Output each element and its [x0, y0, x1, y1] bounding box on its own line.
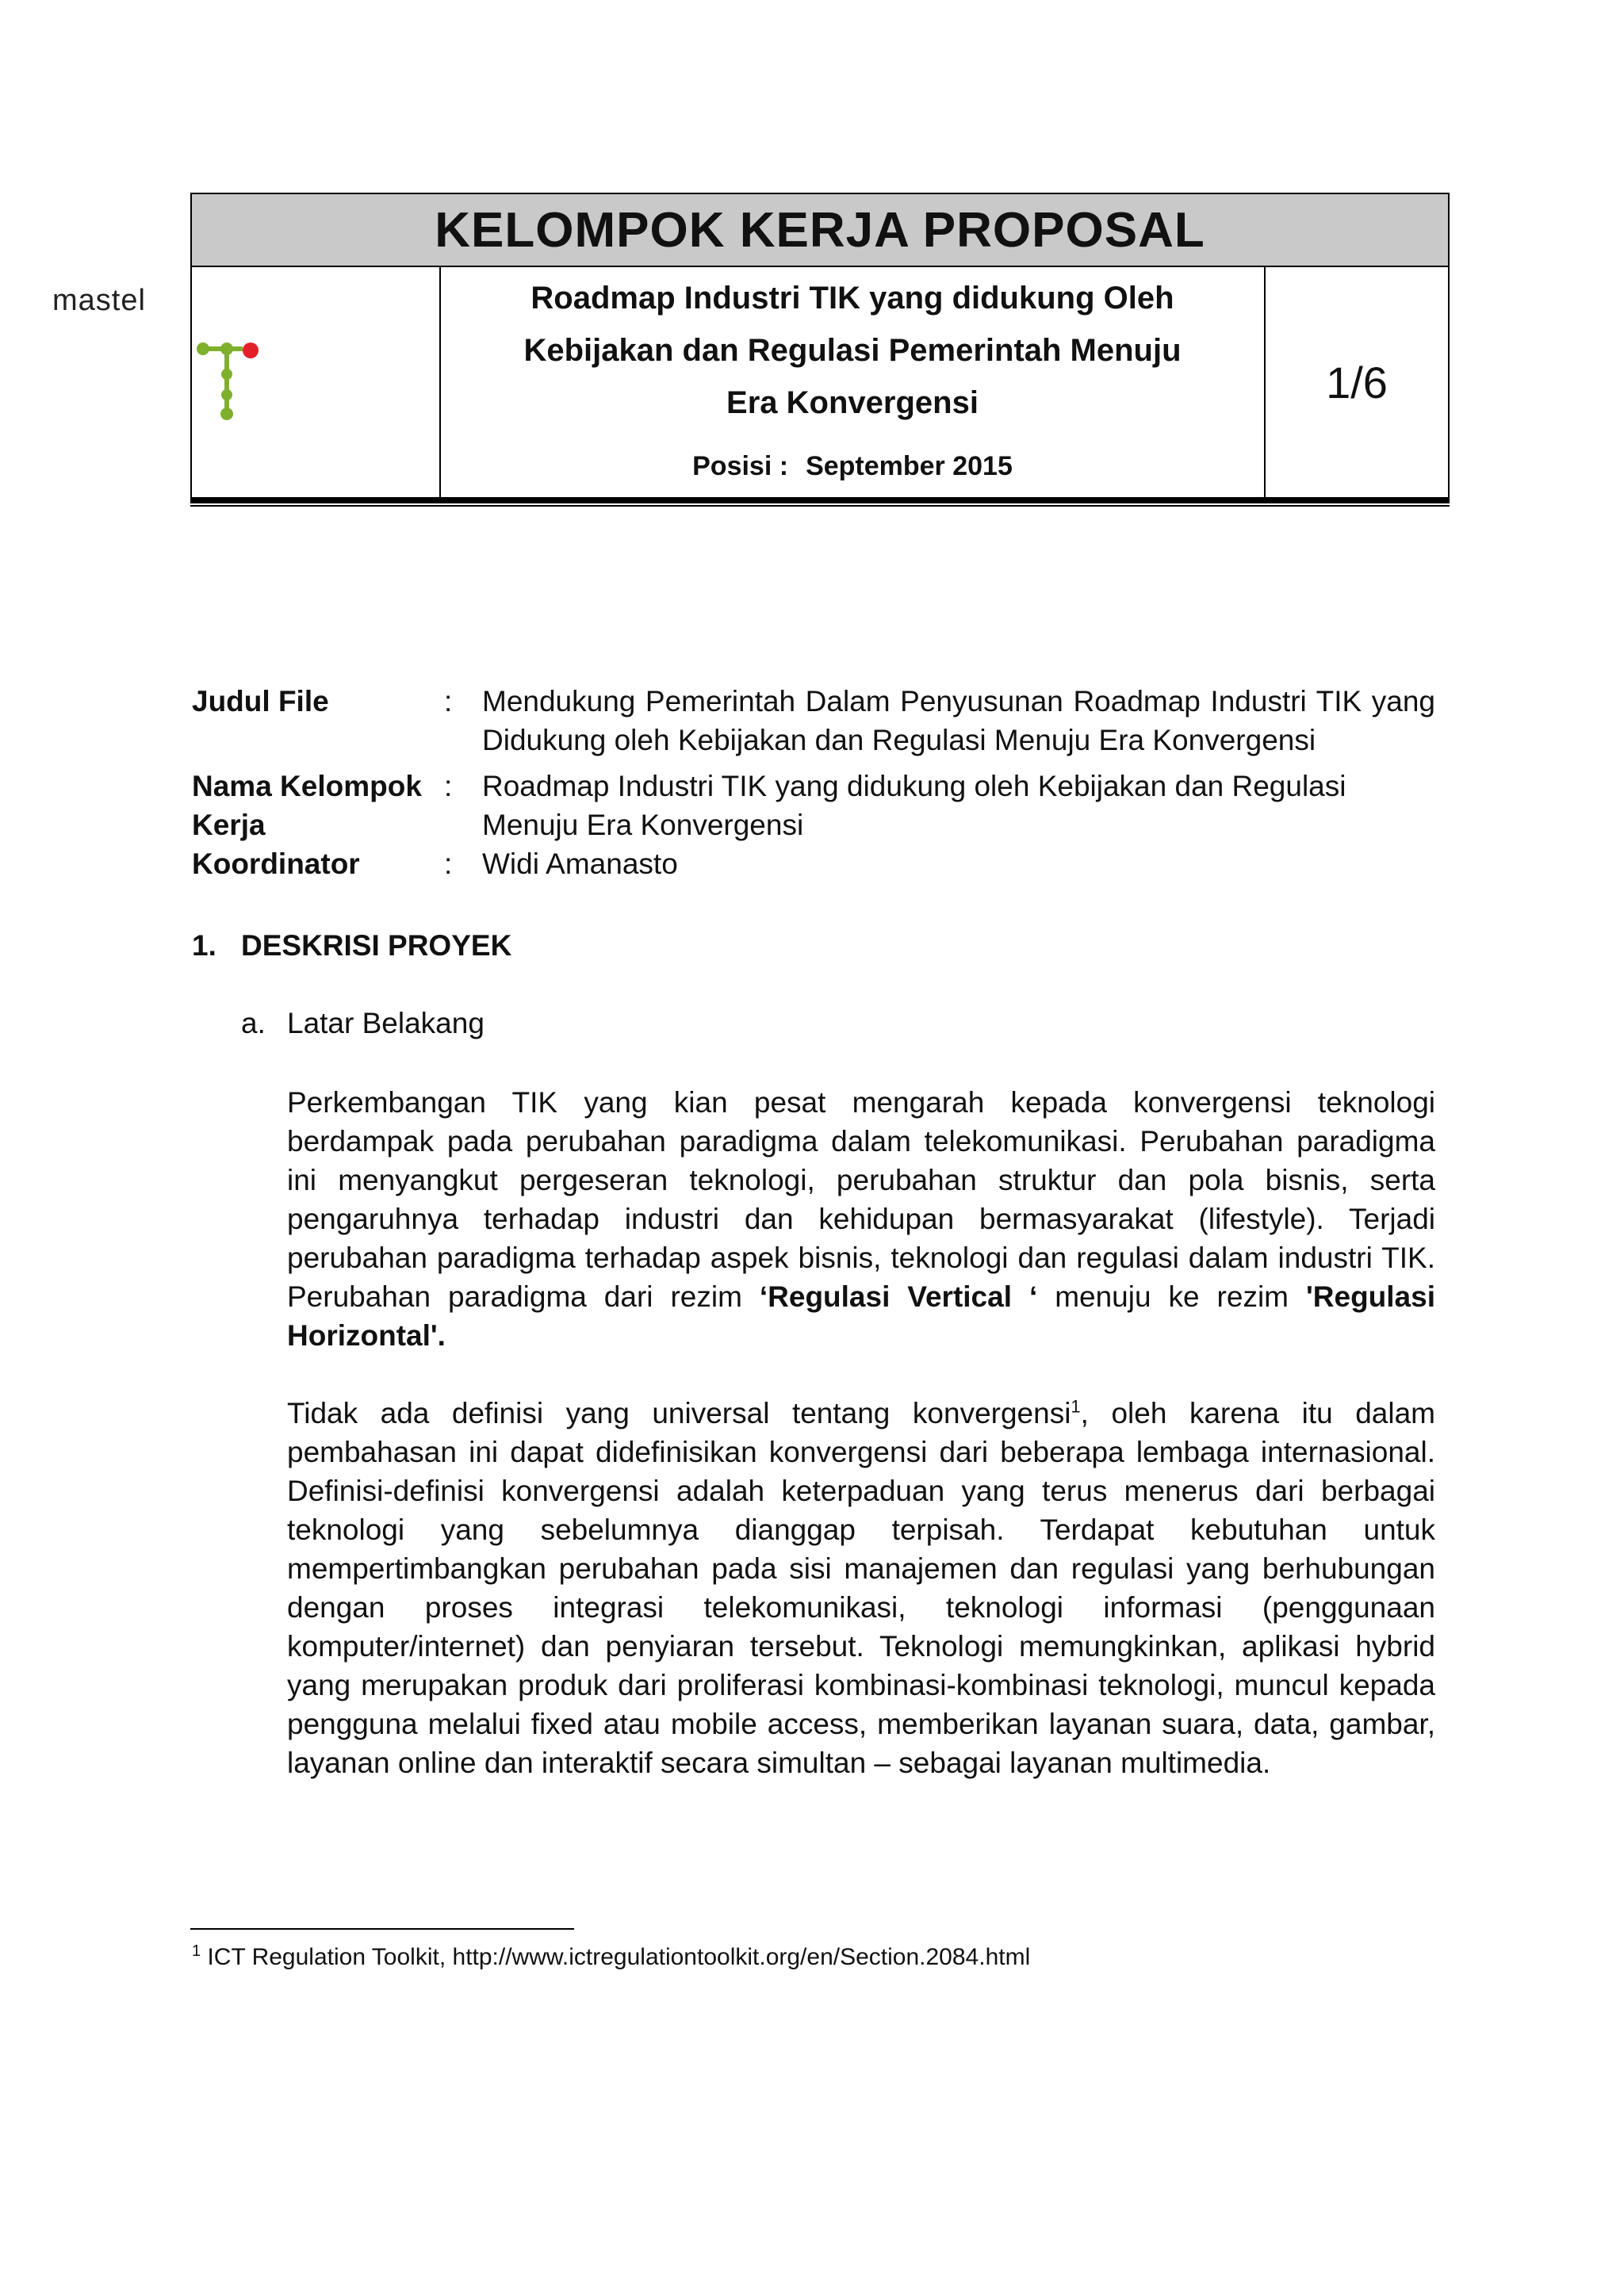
header-rule-thin [190, 505, 1450, 507]
paragraph-2-text-a: Tidak ada definisi yang universal tentang konvergensi [287, 1397, 1071, 1429]
subsection-heading [241, 1007, 485, 1040]
page-indicator: 1/6 [1326, 357, 1388, 408]
logo-text: mastel [52, 284, 146, 317]
document-title: KELOMPOK KERJA PROPOSAL [192, 194, 1448, 267]
section-number: 1. [192, 929, 216, 962]
paragraph-1-text: Perkembangan TIK yang kian pesat mengarah kepada konvergensi teknologi berdampak pada perubahan paradigma dalam telekomunikasi. Perubahan paradigma ini menyangkut pergeseran teknologi, perubahan struktur dan pola bisnis, serta pengaruhnya terhadap industri dan kehidupan bermasyarakat (lifestyle). Terjadi perubahan paradigma terhadap aspek bisnis, teknologi dan regulasi dalam industri TIK. Perubahan paradigma dari rezim [287, 1086, 1435, 1313]
meta-value-kelompok: Roadmap Industri TIK yang didukung oleh Kebijakan dan Regulasi Menuju Era Konvergensi [482, 770, 1346, 841]
footnote-separator [190, 1928, 574, 1930]
subtitle-line-3: Era Konvergensi [726, 385, 979, 420]
header-subtitle [441, 272, 1264, 429]
meta-label-judul: Judul File [192, 685, 329, 718]
paragraph-1-bold-vertical: ‘Regulasi Vertical ‘ [759, 1280, 1038, 1313]
meta-colon: : [444, 685, 453, 718]
subsection-title: Latar Belakang [287, 1007, 485, 1039]
position-value: September 2015 [806, 451, 1013, 481]
subsection-number: a. [241, 1007, 266, 1039]
footnote-reference[interactable]: 1 [1071, 1396, 1081, 1417]
footnote-mark: 1 [192, 1942, 201, 1960]
paragraph-2-text-b: , oleh karena itu dalam pembahasan ini dapat didefinisikan konvergensi dari beberapa lembaga internasional. Definisi-definisi konvergensi adalah keterpaduan yang terus menerus dari berbagai teknologi yang sebelumnya dianggap terpisah. Terdapat kebutuhan untuk mempertimbangkan perubahan pada sisi manajemen dan regulasi yang berhubungan dengan proses integrasi telekomunikasi, teknologi informasi (penggunaan komputer/internet) dan penyiaran tersebut. Teknologi memungkinkan, aplikasi hybrid yang merupakan produk dari proliferasi kombinasi-kombinasi teknologi, muncul kepada pengguna melalui fixed atau mobile access, memberikan layanan suara, data, gambar, layanan online dan interaktif secara simultan – sebagai layanan multimedia. [287, 1397, 1435, 1779]
meta-label-koordinator: Koordinator [192, 848, 360, 880]
meta-colon: : [444, 848, 453, 880]
footnote-text[interactable]: ICT Regulation Toolkit, http://www.ictregulationtoolkit.org/en/Section.2084.html [201, 1944, 1031, 1970]
header-rule-thick [190, 499, 1450, 503]
meta-label-kelompok: Nama Kelompok Kerja [192, 770, 422, 841]
paragraph-1 [287, 1083, 1435, 1355]
meta-colon: : [444, 770, 453, 802]
section-heading [192, 929, 511, 962]
position-label: Posisi : [692, 451, 789, 481]
paragraph-2 [287, 1394, 1435, 1782]
meta-value-judul: Mendukung Pemerintah Dalam Penyusunan Roadmap Industri TIK yang Didukung oleh Kebijakan dan Regulasi Menuju Era Konvergensi [482, 685, 1435, 756]
section-title: DESKRISI PROYEK [241, 929, 512, 962]
paragraph-1-bold-horizontal: 'Regulasi Horizontal'. [287, 1280, 1435, 1352]
paragraph-1-mid: menuju ke rezim [1037, 1280, 1306, 1313]
meta-value-koordinator: Widi Amanasto [482, 848, 678, 880]
mastel-logo-icon [193, 336, 265, 423]
position-date [441, 451, 1264, 482]
document-header [190, 193, 1450, 499]
subtitle-line-1: Roadmap Industri TIK yang didukung Oleh [530, 281, 1174, 316]
header-subtitle-cell [441, 267, 1266, 497]
subtitle-line-2: Kebijakan dan Regulasi Pemerintah Menuju [523, 333, 1182, 368]
footnote [192, 1944, 1030, 1971]
